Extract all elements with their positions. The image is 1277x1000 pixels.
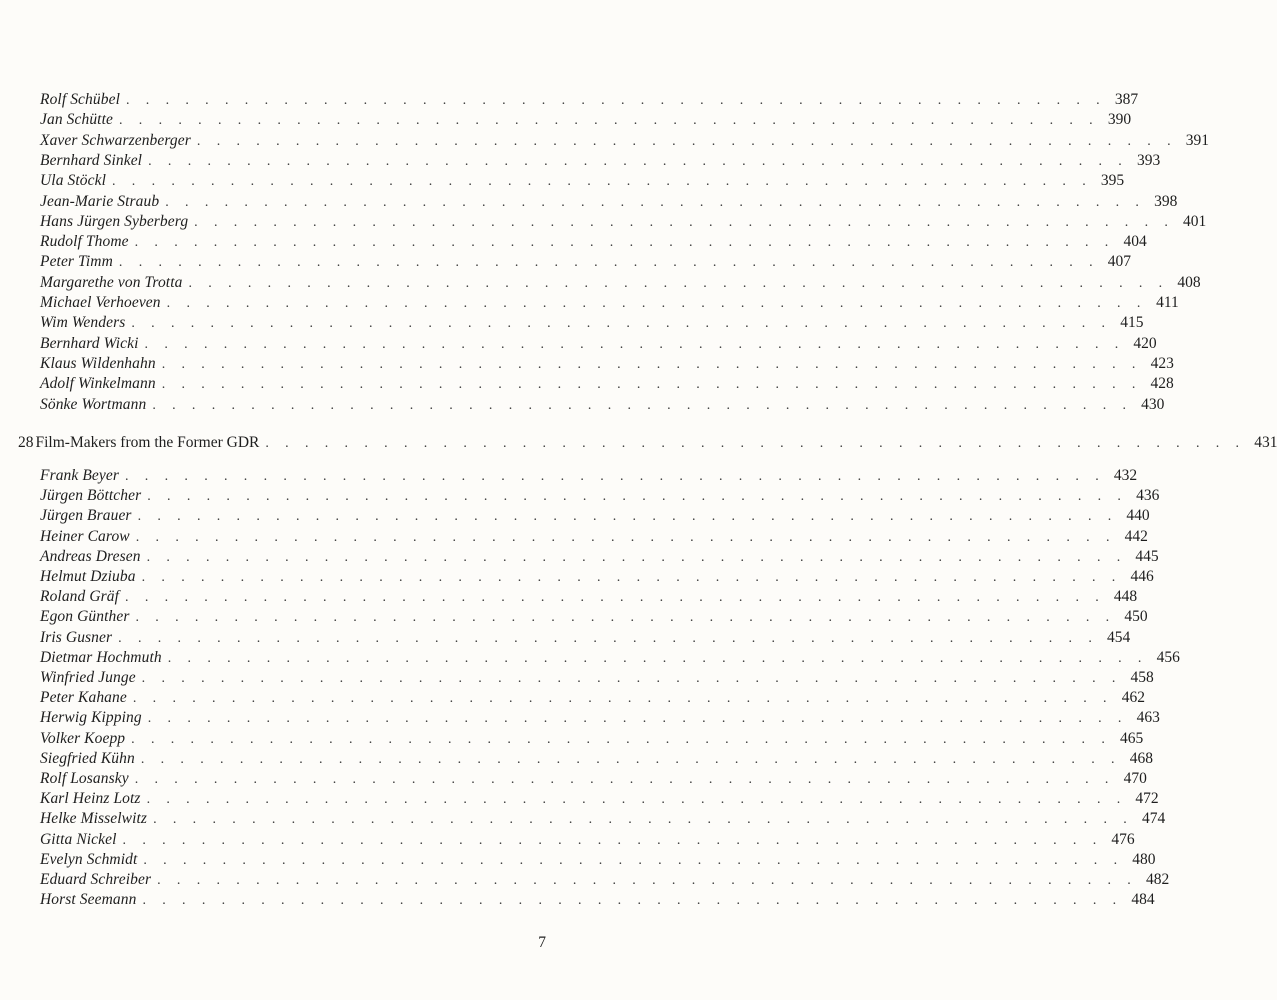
entry-page-number: 463 (1136, 709, 1160, 727)
entry-name: Adolf Winkelmann (40, 375, 156, 393)
dot-leader: . . . . . . . . . . . . . . . . . . . . . . . . . . . . . . . . . . . . . . . . . . . . . . . . . . (165, 194, 1146, 210)
entry-page-number: 442 (1124, 527, 1148, 545)
dot-leader: . . . . . . . . . . . . . . . . . . . . . . . . . . . . . . . . . . . . . . . . . . . . . . . . . . (125, 590, 1106, 606)
toc-entry (40, 527, 1148, 548)
entry-name: Rudolf Thome (40, 233, 129, 251)
entry-page-number: 390 (1107, 111, 1132, 129)
toc-entry (40, 314, 1144, 334)
toc-entry (40, 891, 1155, 911)
toc-entry (40, 770, 1147, 790)
entry-page-number: 480 (1132, 850, 1156, 868)
entry-page-number: 470 (1123, 770, 1147, 787)
toc-entry (40, 467, 1138, 487)
entry-page-number: 454 (1107, 628, 1131, 646)
toc-entry (40, 507, 1150, 527)
entry-page-number: 462 (1121, 689, 1145, 707)
dot-leader: . . . . . . . . . . . . . . . . . . . . . . . . . . . . . . . . . . . . . . . . . . . . . . . . . . (112, 174, 1093, 190)
toc-entry (40, 608, 1148, 628)
entry-page-number: 482 (1145, 871, 1170, 888)
dot-leader: . . . . . . . . . . . . . . . . . . . . . . . . . . . . . . . . . . . . . . . . . . . . . . . . . . (148, 153, 1129, 169)
toc-entry (40, 648, 1180, 669)
toc-entry (40, 810, 1166, 830)
entry-page-number: 474 (1141, 810, 1166, 828)
entry-name: Gitta Nickel (40, 830, 117, 848)
dot-leader: . . . . . . . . . . . . . . . . . . . . . . . . . . . . . . . . . . . . . . . . . . . . . . . . . . (125, 469, 1106, 484)
dot-leader: . . . . . . . . . . . . . . . . . . . . . . . . . . . . . . . . . . . . . . . . . . . . . . . . . . (188, 275, 1169, 291)
toc-entry (40, 253, 1132, 273)
entry-page-number: 411 (1156, 294, 1179, 311)
toc-entry (40, 588, 1138, 608)
entry-name: Jürgen Brauer (40, 507, 132, 525)
toc-entry (40, 749, 1153, 770)
entry-name: Karl Heinz Lotz (40, 790, 141, 808)
dot-leader: . . . . . . . . . . . . . . . . . . . . . . . . . . . . . . . . . . . . . . . . . . . . . . . . . . (125, 93, 1107, 108)
toc-section-heading (18, 434, 1277, 456)
entry-name: Evelyn Schmidt (40, 850, 138, 868)
toc-entry (40, 131, 1210, 152)
entry-page-number: 440 (1126, 507, 1150, 525)
dot-leader: . . . . . . . . . . . . . . . . . . . . . . . . . . . . . . . . . . . . . . . . . . . . . . . . . . (147, 711, 1128, 727)
entry-name: Heiner Carow (40, 527, 130, 545)
dot-leader: . . . . . . . . . . . . . . . . . . . . . . . . . . . . . . . . . . . . . . . . . . . . . . . . . . (157, 873, 1138, 888)
entry-page-number: 428 (1150, 375, 1174, 393)
entry-name: Siegfried Kühn (40, 749, 135, 767)
entry-page-number: 458 (1130, 669, 1154, 686)
entry-name: Margarethe von Trotta (40, 273, 183, 291)
entry-page-number: 391 (1185, 131, 1210, 149)
dot-leader: . . . . . . . . . . . . . . . . . . . . . . . . . . . . . . . . . . . . . . . . . . . . . . . . . . (143, 852, 1124, 868)
entry-page-number: 407 (1107, 253, 1132, 271)
entry-page-number: 476 (1111, 830, 1135, 848)
entry-page-number: 408 (1177, 273, 1201, 291)
toc-entry (40, 233, 1147, 253)
dot-leader: . . . . . . . . . . . . . . . . . . . . . . . . . . . . . . . . . . . . . . . . . . . . . . . . . . (194, 214, 1175, 230)
entry-name: Helmut Dziuba (40, 568, 136, 585)
dot-leader: . . . . . . . . . . . . . . . . . . . . . . . . . . . . . . . . . . . . . . . . . . . . . . . . . . (142, 893, 1123, 909)
dot-leader: . . . . . . . . . . . . . . . . . . . . . . . . . . . . . . . . . . . . . . . . . . . . . . . . . . (147, 489, 1128, 505)
dot-leader: . . . . . . . . . . . . . . . . . . . . . . . . . . . . . . . . . . . . . . . . . . . . . . . . . . (132, 691, 1113, 707)
entry-page-number: 468 (1129, 749, 1153, 767)
toc-entry (40, 294, 1179, 314)
entry-page-number: 436 (1136, 487, 1160, 505)
entry-page-number: 465 (1120, 729, 1144, 747)
entry-name: Horst Seemann (40, 891, 137, 909)
entry-name: Sönke Wortmann (40, 395, 147, 413)
entry-page-number: 430 (1141, 395, 1165, 413)
toc-entry (40, 151, 1161, 172)
page-folio: 7 (538, 934, 546, 951)
entry-name: Jean-Marie Straub (40, 192, 160, 210)
toc-entry (40, 192, 1178, 213)
entry-name: Peter Kahane (40, 689, 127, 707)
dot-leader: . . . . . . . . . . . . . . . . . . . . . . . . . . . . . . . . . . . . . . . . . . . . . . . . . . (135, 529, 1116, 545)
dot-leader: . . . . . . . . . . . . . . . . . . . . . . . . . . . . . . . . . . . . . . . . . . . . . . . . . . (167, 650, 1148, 666)
entry-name: Roland Gräf (40, 588, 120, 606)
dot-leader: . . . . . . . . . . . . . . . . . . . . . . . . . . . . . . . . . . . . . . . . . . . . . . . . . . (118, 113, 1100, 129)
toc-entry (40, 568, 1154, 588)
dot-leader: . . . . . . . . . . . . . . . . . . . . . . . . . . . . . . . . . . . . . . . . . . . . . . . . . . (141, 671, 1122, 686)
dot-leader: . . . . . . . . . . . . . . . . . . . . . . . . . . . . . . . . . . . . . . . . . . . . . . . . . . (122, 832, 1103, 848)
entry-page-number: 448 (1113, 588, 1138, 606)
dot-leader: . . . . . . . . . . . . . . . . . . . . . . . . . . . . . . . . . . . . . . . . . . . . . . . . . . (146, 549, 1127, 565)
toc-entry (40, 830, 1135, 851)
entry-page-number: 445 (1135, 547, 1159, 565)
entry-page-number: 450 (1124, 608, 1148, 626)
toc-entry (40, 334, 1157, 355)
dot-leader: . . . . . . . . . . . . . . . . . . . . . . . . . . . . . . . . . . . . . . . . . . . . . . . . . . (265, 436, 1246, 451)
entry-name: Xaver Schwarzenberger (40, 131, 191, 149)
entry-name: Dietmar Hochmuth (40, 648, 162, 666)
dot-leader: . . . . . . . . . . . . . . . . . . . . . . . . . . . . . . . . . . . . . . . . . . . . . . . . . . (131, 731, 1112, 747)
entry-page-number: 404 (1123, 233, 1147, 251)
dot-leader: . . . . . . . . . . . . . . . . . . . . . . . . . . . . . . . . . . . . . . . . . . . . . . . . . . (153, 812, 1134, 828)
entry-name: Jan Schütte (40, 111, 113, 129)
dot-leader: . . . . . . . . . . . . . . . . . . . . . . . . . . . . . . . . . . . . . . . . . . . . . . . . . . (134, 772, 1115, 787)
toc-entry (40, 871, 1170, 891)
entry-name: Andreas Dresen (40, 547, 141, 565)
section-number: 28 (18, 434, 34, 451)
dot-leader: . . . . . . . . . . . . . . . . . . . . . . . . . . . . . . . . . . . . . . . . . . . . . . . . . . (134, 235, 1115, 251)
entry-name: Klaus Wildenhahn (40, 354, 156, 372)
entry-name: Volker Koepp (40, 729, 126, 747)
entry-name: Frank Beyer (40, 467, 119, 484)
entry-page-number: 420 (1133, 334, 1157, 352)
dot-leader: . . . . . . . . . . . . . . . . . . . . . . . . . . . . . . . . . . . . . . . . . . . . . . . . . . (140, 751, 1121, 767)
dot-leader: . . . . . . . . . . . . . . . . . . . . . . . . . . . . . . . . . . . . . . . . . . . . . . . . . . (196, 133, 1178, 149)
toc-entry (40, 669, 1154, 689)
dot-leader: . . . . . . . . . . . . . . . . . . . . . . . . . . . . . . . . . . . . . . . . . . . . . . . . . . (118, 255, 1100, 271)
entry-name: Ula Stöckl (40, 172, 106, 190)
dot-leader: . . . . . . . . . . . . . . . . . . . . . . . . . . . . . . . . . . . . . . . . . . . . . . . . . . (131, 316, 1112, 332)
toc-entry (40, 850, 1156, 871)
entry-page-number: 484 (1131, 891, 1155, 909)
dot-leader: . . . . . . . . . . . . . . . . . . . . . . . . . . . . . . . . . . . . . . . . . . . . . . . . . . (118, 630, 1099, 646)
entry-page-number: 393 (1136, 151, 1161, 169)
entry-name: Rolf Schübel (40, 91, 120, 108)
entry-page-number: 423 (1150, 354, 1174, 372)
entry-name: Bernhard Wicki (40, 334, 139, 352)
toc-entry (40, 689, 1145, 709)
entry-name: Egon Günther (40, 608, 130, 626)
toc-entry (40, 729, 1144, 750)
entry-page-number: 398 (1154, 192, 1178, 210)
entry-name: Rolf Losansky (40, 770, 129, 787)
section-title: Film-Makers from the Former GDR (35, 434, 260, 451)
entry-page-number: 395 (1100, 172, 1125, 190)
entry-name: Eduard Schreiber (40, 871, 152, 888)
toc-entry (40, 273, 1201, 294)
dot-leader: . . . . . . . . . . . . . . . . . . . . . . . . . . . . . . . . . . . . . . . . . . . . . . . . . . (166, 296, 1147, 311)
entry-name: Wim Wenders (40, 314, 126, 332)
toc-entry (40, 487, 1160, 507)
entry-name: Hans Jürgen Syberberg (40, 212, 189, 230)
entry-name: Winfried Junge (40, 669, 136, 686)
entry-name: Iris Gusner (40, 628, 113, 646)
entry-page-number: 415 (1120, 314, 1144, 332)
toc-entry (40, 91, 1139, 111)
dot-leader: . . . . . . . . . . . . . . . . . . . . . . . . . . . . . . . . . . . . . . . . . . . . . . . . . . (144, 336, 1125, 352)
entry-name: Herwig Kipping (40, 709, 142, 727)
entry-page-number: 401 (1183, 212, 1207, 230)
entry-page-number: 387 (1114, 91, 1139, 108)
dot-leader: . . . . . . . . . . . . . . . . . . . . . . . . . . . . . . . . . . . . . . . . . . . . . . . . . . (161, 377, 1142, 393)
toc-entry (40, 212, 1207, 233)
dot-leader: . . . . . . . . . . . . . . . . . . . . . . . . . . . . . . . . . . . . . . . . . . . . . . . . . . (141, 570, 1122, 585)
dot-leader: . . . . . . . . . . . . . . . . . . . . . . . . . . . . . . . . . . . . . . . . . . . . . . . . . . (161, 356, 1142, 372)
entry-name: Michael Verhoeven (40, 294, 161, 311)
toc-entry (40, 354, 1174, 375)
toc-entry (40, 790, 1159, 810)
toc-entry (40, 628, 1131, 649)
toc-entry (40, 709, 1160, 729)
entry-page-number: 472 (1135, 790, 1159, 808)
dot-leader: . . . . . . . . . . . . . . . . . . . . . . . . . . . . . . . . . . . . . . . . . . . . . . . . . . (146, 792, 1127, 808)
entry-name: Helke Misselwitz (40, 810, 148, 828)
entry-page-number: 446 (1130, 568, 1154, 585)
toc-entry (40, 172, 1125, 192)
toc-entry (40, 547, 1159, 568)
entry-name: Peter Timm (40, 253, 113, 271)
section-page-number: 431 (1254, 434, 1277, 451)
entry-name: Jürgen Böttcher (40, 487, 142, 505)
toc-entry (40, 395, 1165, 416)
toc-entry (40, 375, 1174, 395)
entry-page-number: 432 (1113, 467, 1138, 484)
entry-page-number: 456 (1156, 648, 1180, 666)
entry-name: Bernhard Sinkel (40, 151, 143, 169)
dot-leader: . . . . . . . . . . . . . . . . . . . . . . . . . . . . . . . . . . . . . . . . . . . . . . . . . . (135, 610, 1116, 626)
toc-entry (40, 111, 1132, 131)
dot-leader: . . . . . . . . . . . . . . . . . . . . . . . . . . . . . . . . . . . . . . . . . . . . . . . . . . (137, 509, 1118, 525)
dot-leader: . . . . . . . . . . . . . . . . . . . . . . . . . . . . . . . . . . . . . . . . . . . . . . . . . . (152, 397, 1133, 413)
